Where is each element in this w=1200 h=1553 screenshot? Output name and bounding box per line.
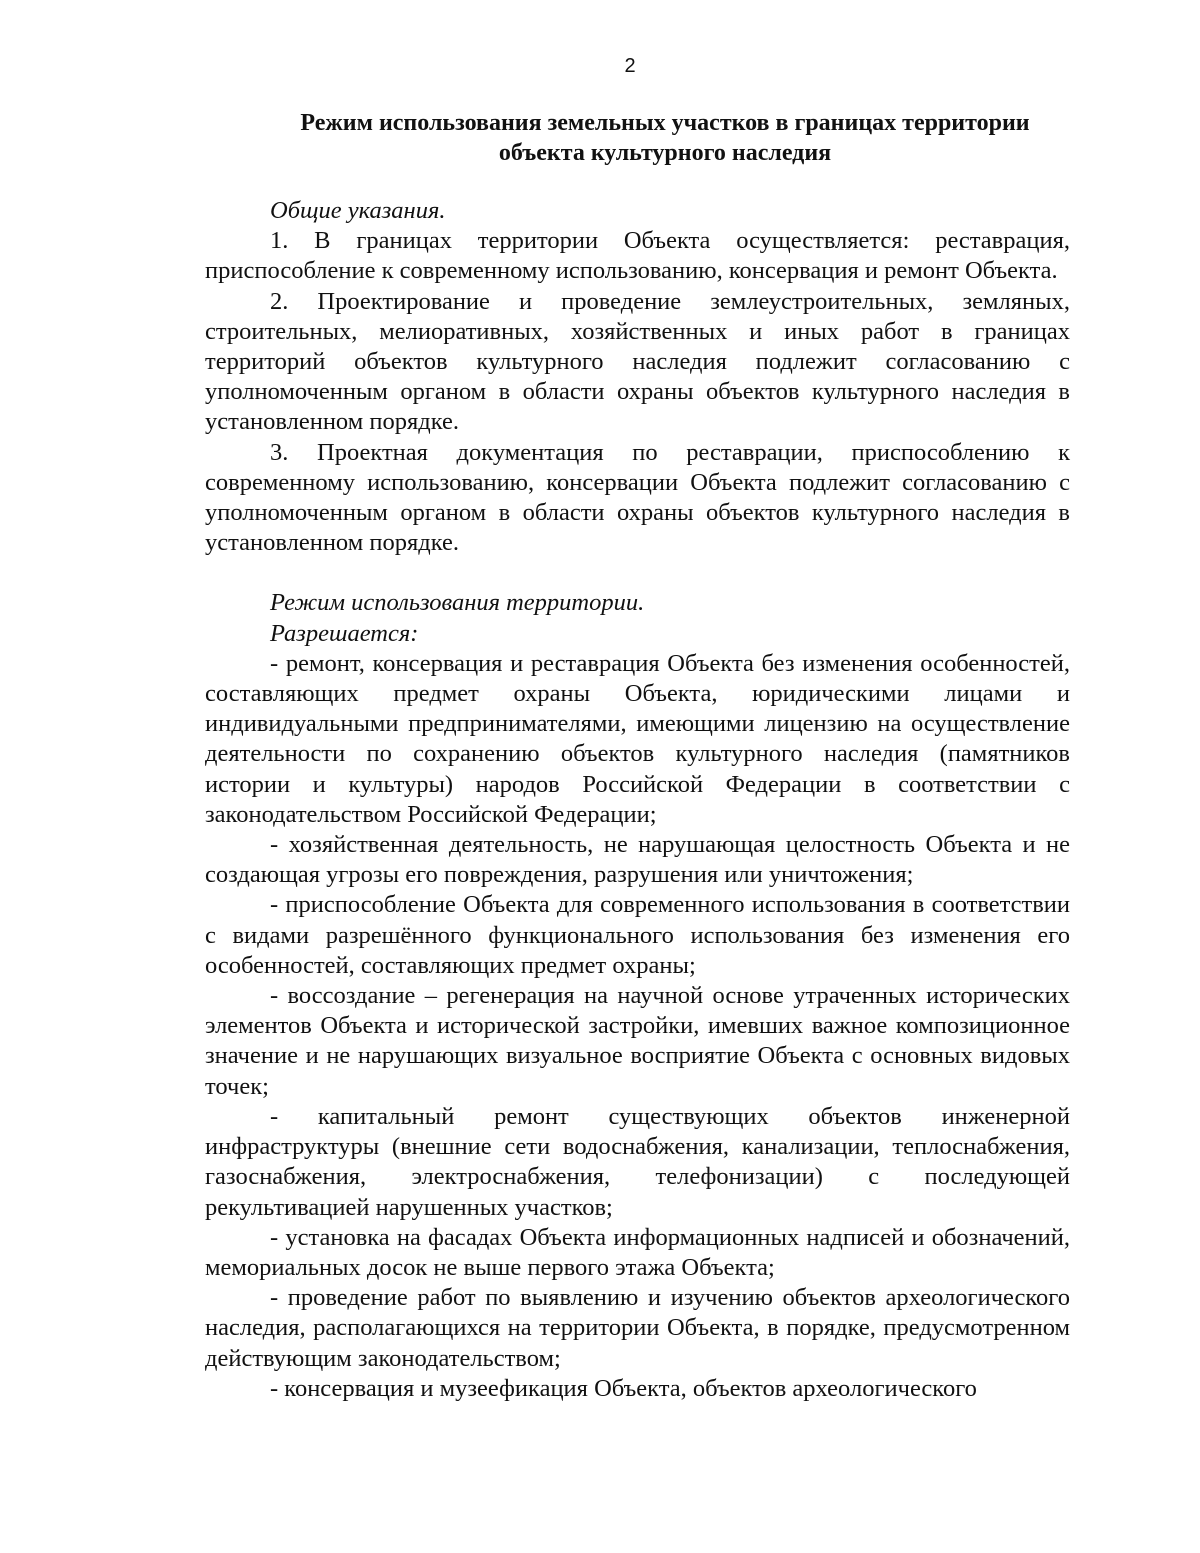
general-heading: Общие указания. [270, 197, 446, 224]
general-item-1: 1. В границах территории Объекта осуществляется: реставрация, приспособление к современному использованию, консервация и ремонт Объекта. [205, 227, 1070, 285]
permitted-item-1: - ремонт, консервация и реставрация Объекта без изменения особенностей, составляющих предмет охраны Объекта, юридическими лицами и индивидуальными предпринимателями, имеющими лицензию на осуществление деятельности по сохранению объектов культурного наследия (памятников истории и культуры) народов Российской Федерации в соответствии с законодательством Российской Федерации; [205, 649, 1070, 828]
general-item-3: 3. Проектная документация по реставрации, приспособлению к современному использованию, консервации Объекта подлежит согласованию с уполномоченным органом в области охраны объектов культурного наследия в установленном порядке. [205, 438, 1070, 557]
page-number: 2 [624, 55, 636, 77]
permitted-item-5: - капитальный ремонт существующих объектов инженерной инфраструктуры (внешние сети водоснабжения, канализации, теплоснабжения, газоснабжения, электроснабжения, телефонизации) с последующей рекультивацией нарушенных участков; [205, 1102, 1070, 1221]
document-title [260, 108, 1070, 168]
permitted-item-6: - установка на фасадах Объекта информационных надписей и обозначений, мемориальных досок не выше первого этажа Объекта; [205, 1223, 1070, 1281]
permitted-item-8: - консервация и музеефикация Объекта, объектов археологического [270, 1374, 977, 1402]
title-line-2: объекта культурного наследия [498, 140, 832, 166]
general-item-2: 2. Проектирование и проведение землеустроительных, земляных, строительных, мелиоративных, хозяйственных и иных работ в границах территорий объектов культурного наследия подлежит согласованию с уполномоченным органом в области охраны объектов культурного наследия в установленном порядке. [205, 287, 1070, 436]
permitted-item-3: - приспособление Объекта для современного использования в соответствии с видами разрешённого функционального использования без изменения его особенностей, составляющих предмет охраны; [205, 891, 1070, 979]
permitted-item-7: - проведение работ по выявлению и изучению объектов археологического наследия, располагающихся на территории Объекта, в порядке, предусмотренном действующим законодательством; [205, 1284, 1070, 1372]
permitted-item-2: - хозяйственная деятельность, не нарушающая целостность Объекта и не создающая угрозы его повреждения, разрушения или уничтожения; [205, 831, 1070, 889]
regime-heading: Режим использования территории. [270, 589, 645, 617]
document-body [205, 196, 1070, 1404]
permitted-item-4: - воссоздание – регенерация на научной основе утраченных исторических элементов Объекта и исторической застройки, имевших важное композиционное значение и не нарушающих визуальное восприятие Объекта с основных видовых точек; [205, 982, 1070, 1100]
title-line-1: Режим использования земельных участков в границах территории [300, 110, 1030, 136]
regime-subheading: Разрешается: [270, 619, 419, 647]
